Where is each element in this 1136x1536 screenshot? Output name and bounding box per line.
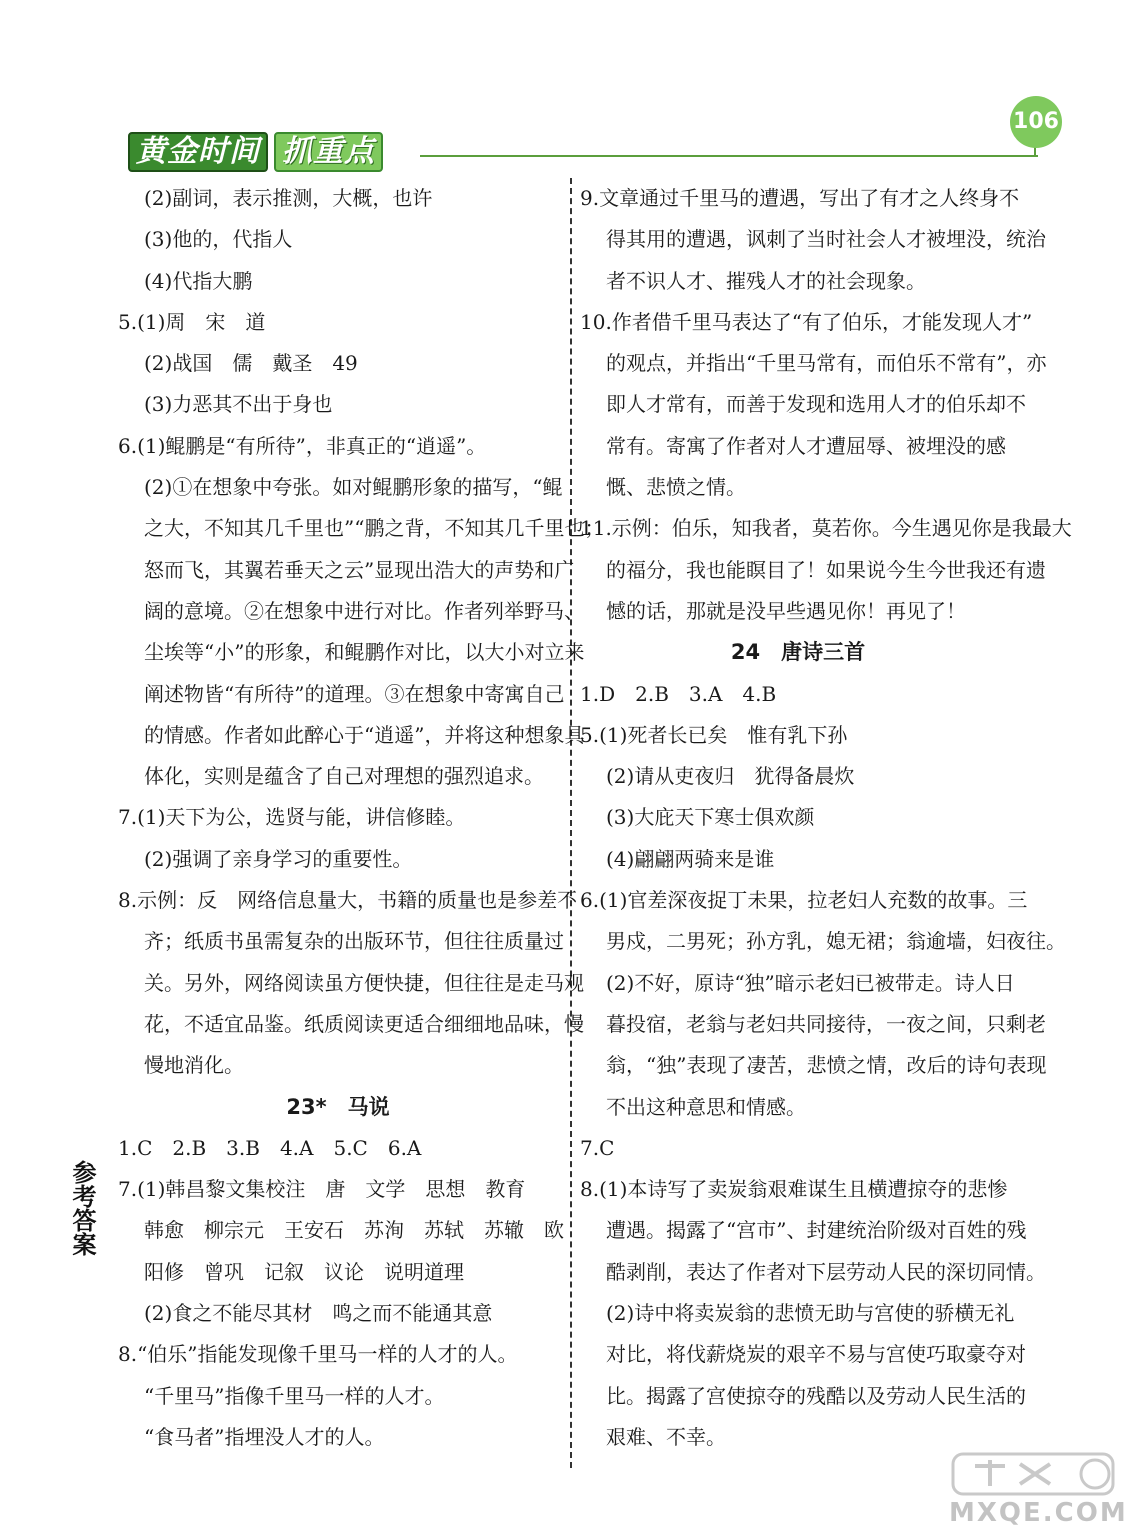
answer-line: “食马者”指埋没人才的人。 — [144, 1424, 385, 1449]
answer-line: 常有。寄寓了作者对人才遭屈辱、被埋没的感 — [606, 433, 1006, 458]
answer-line: 1.D 2.B 3.A 4.B — [580, 681, 777, 706]
answer-line: 尘埃等“小”的形象，和鲲鹏作对比，以大小对立来 — [144, 640, 585, 665]
answer-line: 阳修 曾巩 记叙 议论 说明道理 — [144, 1259, 464, 1284]
answer-line: 韩愈 柳宗元 王安石 苏洵 苏轼 苏辙 欧 — [144, 1218, 564, 1243]
answer-line: 对比，将伐薪烧炭的艰辛不易与宫使巧取豪夺对 — [606, 1342, 1026, 1367]
logo-part1: 黄金时间 — [128, 132, 268, 172]
answer-line: 比。揭露了宫使掠夺的残酷以及劳动人民生活的 — [606, 1383, 1026, 1408]
answer-line: (4)代指大鹏 — [144, 268, 253, 293]
answer-line: 怒而飞，其翼若垂天之云”显现出浩大的声势和广 — [144, 557, 575, 582]
answer-line: 7.(1)韩昌黎文集校注 唐 文学 思想 教育 — [118, 1177, 526, 1202]
answer-line: 6.(1)鲲鹏是“有所待”，非真正的“逍遥”。 — [118, 433, 487, 458]
answer-line: (2)食之不能尽其材 鸣之而不能通其意 — [144, 1301, 493, 1326]
answer-line: 艰难、不幸。 — [606, 1424, 726, 1449]
brand-logo — [128, 132, 383, 172]
answer-line: 齐；纸质书虽需复杂的出版环节，但往往质量过 — [144, 929, 564, 954]
answer-line: 5.(1)周 宋 道 — [118, 309, 266, 334]
watermark-text: MXQE.COM — [949, 1498, 1128, 1528]
right-column — [580, 178, 1072, 1458]
answer-line: 花，不适宜品鉴。纸质阅读更适合细细地品味，慢 — [144, 1011, 584, 1036]
answer-line: 者不识人才、摧残人才的社会现象。 — [606, 268, 926, 293]
answer-line: 的福分，我也能瞑目了！如果说今生今世我还有遗 — [606, 557, 1046, 582]
answer-line: 酷剥削，表达了作者对下层劳动人民的深切同情。 — [606, 1259, 1046, 1284]
answer-line: 憾的话，那就是没早些遇见你！再见了！ — [606, 598, 966, 623]
answer-line: (2)诗中将卖炭翁的悲愤无助与宫使的骄横无礼 — [606, 1301, 1015, 1326]
answer-line: 阔的意境。②在想象中进行对比。作者列举野马、 — [144, 598, 584, 623]
watermark-logo — [945, 1450, 1128, 1532]
answer-line: “千里马”指像千里马一样的人才。 — [144, 1383, 445, 1408]
answer-line: 8.示例：反 网络信息量大，书籍的质量也是参差不 — [118, 888, 578, 913]
answer-line: 9.文章通过千里马的遭遇，写出了有才之人终身不 — [580, 186, 1020, 210]
answer-line: 慨、悲愤之情。 — [606, 475, 746, 500]
watermark-icon — [945, 1450, 1125, 1500]
answer-line: 即人才常有，而善于发现和选用人才的伯乐却不 — [606, 392, 1026, 417]
answer-line: 慢地消化。 — [144, 1053, 244, 1078]
page-number: 106 — [1010, 96, 1062, 148]
answer-line: (2)不好，原诗“独”暗示老妇已被带走。诗人日 — [606, 970, 1015, 995]
column-divider — [570, 178, 572, 1468]
answer-line: 8.(1)本诗写了卖炭翁艰难谋生且横遭掠夺的悲惨 — [580, 1177, 1008, 1202]
answer-line: 之大，不知其几千里也”“鹏之背，不知其几千里也； — [144, 516, 605, 541]
answer-line: (4)翩翩两骑来是谁 — [606, 846, 775, 871]
answer-line: (3)他的，代指人 — [144, 227, 293, 252]
answer-line: 7.(1)天下为公，选贤与能，讲信修睦。 — [118, 805, 466, 830]
answer-line: 11.示例：伯乐，知我者，莫若你。今生遇见你是我最大 — [580, 516, 1072, 541]
answer-line: (3)大庇天下寒士俱欢颜 — [606, 805, 815, 830]
answer-line: (2)强调了亲身学习的重要性。 — [144, 846, 413, 871]
answer-line: (2)副词，表示推测，大概，也许 — [144, 186, 433, 210]
answer-line: 5.(1)死者长已矣 惟有乳下孙 — [580, 722, 848, 747]
answer-line: 翁，“独”表现了凄苦，悲愤之情，改后的诗句表现 — [606, 1053, 1047, 1078]
answer-line: 的观点，并指出“千里马常有，而伯乐不常有”，亦 — [606, 351, 1047, 376]
header-rule — [420, 155, 1038, 157]
answer-line: (2)战国 儒 戴圣 49 — [144, 351, 358, 376]
answer-line: 关。另外，网络阅读虽方便快捷，但往往是走马观 — [144, 970, 584, 995]
section-heading: 23* 马说 — [286, 1094, 390, 1119]
answer-line: 的情感。作者如此醉心于“逍遥”，并将这种想象具 — [144, 722, 585, 747]
answer-line: 暮投宿，老翁与老妇共同接待，一夜之间，只剩老 — [606, 1011, 1046, 1036]
answer-line: 男戍，二男死；孙方乳，媳无裙；翁逾墙，妇夜往。 — [606, 929, 1066, 954]
answer-line: 8.“伯乐”指能发现像千里马一样的人才的人。 — [118, 1342, 518, 1367]
answer-line: (2)请从吏夜归 犹得备晨炊 — [606, 764, 855, 789]
answer-line: 得其用的遭遇，讽刺了当时社会人才被埋没，统治 — [606, 227, 1046, 252]
section-heading: 24 唐诗三首 — [730, 640, 866, 665]
answer-line: 1.C 2.B 3.B 4.A 5.C 6.A — [118, 1135, 422, 1160]
answer-line: 6.(1)官差深夜捉丁未果，拉老妇人充数的故事。三 — [580, 888, 1028, 913]
logo-part2: 抓重点 — [274, 132, 383, 172]
answer-line: 不出这种意思和情感。 — [606, 1094, 806, 1119]
answer-line: 体化，实则是蕴含了自己对理想的强烈追求。 — [144, 764, 544, 789]
answer-line: (2)①在想象中夸张。如对鲲鹏形象的描写，“鲲 — [144, 475, 563, 500]
answer-line: 10.作者借千里马表达了“有了伯乐，才能发现人才” — [580, 309, 1033, 334]
side-label: 参考答案 — [68, 1160, 96, 1256]
answer-line: 7.C — [580, 1135, 615, 1160]
answer-line: 遭遇。揭露了“宫市”、封建统治阶级对百姓的残 — [606, 1218, 1027, 1243]
answer-line: 阐述物皆“有所待”的道理。③在想象中寄寓自己 — [144, 681, 565, 706]
answer-line: (3)力恶其不出于身也 — [144, 392, 333, 417]
